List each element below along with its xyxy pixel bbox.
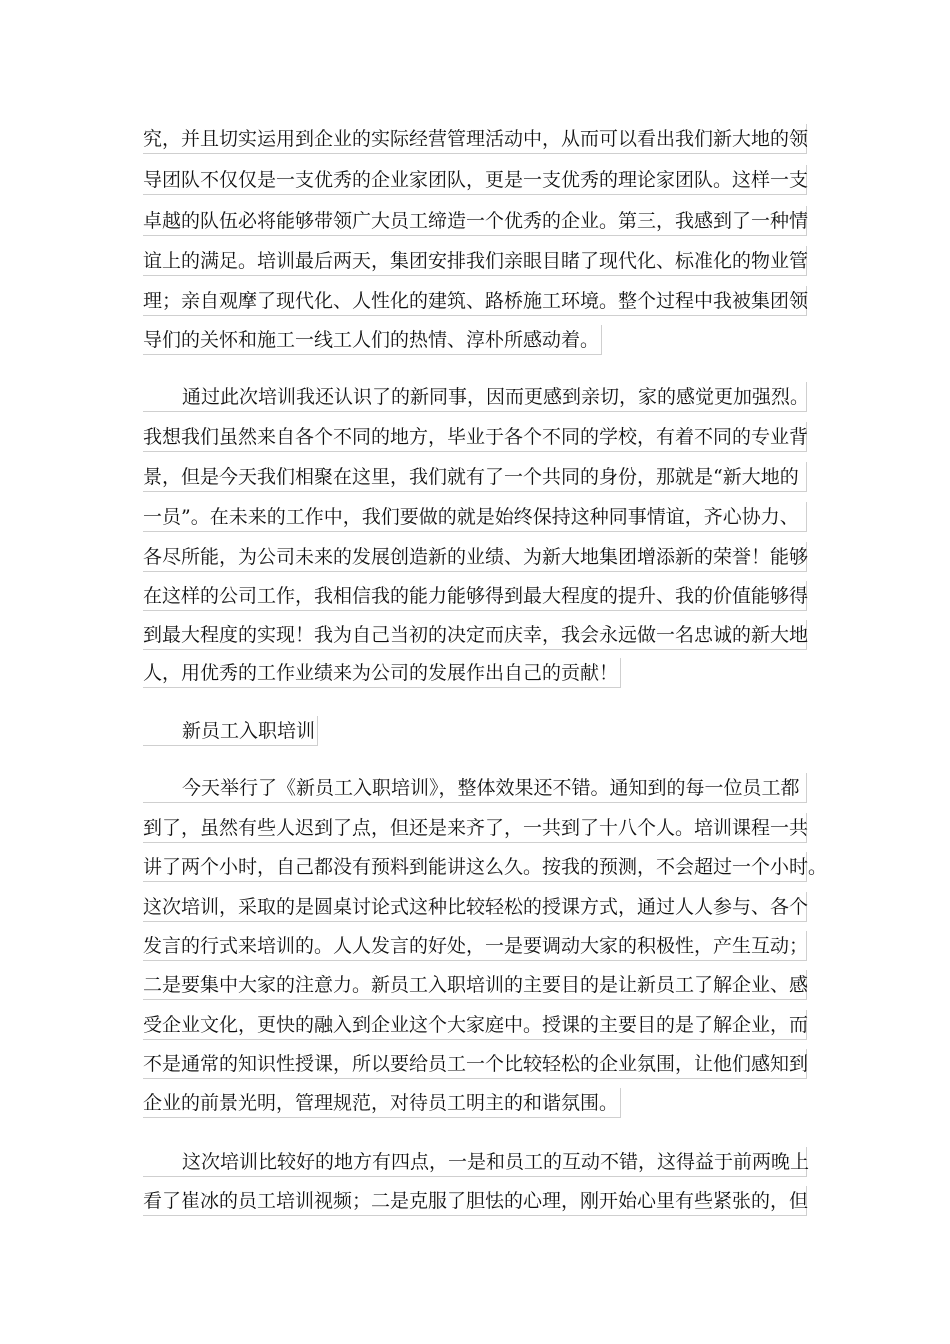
paragraph-2-line-7: 到最大程度的实现！我为自己当初的决定而庆幸，我会永远做一名忠诚的新大地	[143, 620, 807, 650]
paragraph-3-line-7: 受企业文化，更快的融入到企业这个大家庭中。授课的主要目的是了解企业，而	[143, 1010, 807, 1040]
paragraph-3-line-6: 二是要集中大家的注意力。新员工入职培训的主要目的是让新员工了解企业、感	[143, 970, 807, 1000]
paragraph-4-line-2: 看了崔冰的员工培训视频；二是克服了胆怯的心理，刚开始心里有些紧张的，但	[143, 1186, 807, 1216]
paragraph-3-line-2: 到了，虽然有些人迟到了点，但还是来齐了，一共到了十八个人。培训课程一共	[143, 813, 807, 843]
paragraph-2-line-1: 通过此次培训我还认识了的新同事，因而更感到亲切，家的感觉更加强烈。	[143, 382, 807, 412]
paragraph-3-line-5: 发言的行式来培训的。人人发言的好处，一是要调动大家的积极性，产生互动；	[143, 931, 807, 961]
paragraph-1-line-2: 导团队不仅仅是一支优秀的企业家团队，更是一支优秀的理论家团队。这样一支	[143, 165, 807, 195]
paragraph-1-line-3: 卓越的队伍必将能够带领广大员工缔造一个优秀的企业。第三，我感到了一种情	[143, 206, 807, 236]
paragraph-3-line-4: 这次培训，采取的是圆桌讨论式这种比较轻松的授课方式，通过人人参与、各个	[143, 892, 807, 922]
paragraph-1-line-5: 理；亲自观摩了现代化、人性化的建筑、路桥施工环境。整个过程中我被集团领	[143, 286, 807, 316]
paragraph-1-line-4: 谊上的满足。培训最后两天，集团安排我们亲眼目睹了现代化、标准化的物业管	[143, 246, 807, 276]
paragraph-2-line-6: 在这样的公司工作，我相信我的能力能够得到最大程度的提升、我的价值能够得	[143, 581, 807, 611]
paragraph-1-line-1: 究，并且切实运用到企业的实际经营管理活动中，从而可以看出我们新大地的领	[143, 124, 807, 154]
paragraph-2-line-8: 人，用优秀的工作业绩来为公司的发展作出自己的贡献！	[143, 658, 621, 688]
paragraph-3-line-1: 今天举行了《新员工入职培训》，整体效果还不错。通知到的每一位员工都	[143, 773, 807, 803]
paragraph-3-line-9: 企业的前景光明，管理规范，对待员工明主的和谐氛围。	[143, 1088, 621, 1118]
paragraph-3-line-8: 不是通常的知识性授课，所以要给员工一个比较轻松的企业氛围，让他们感知到	[143, 1049, 807, 1079]
paragraph-1-line-6: 导们的关怀和施工一线工人们的热情、淳朴所感动着。	[143, 325, 602, 355]
paragraph-2-line-4: 一员”。在未来的工作中，我们要做的就是始终保持这种同事情谊，齐心协力、	[143, 502, 807, 532]
paragraph-2-line-3: 景，但是今天我们相聚在这里，我们就有了一个共同的身份，那就是“新大地的	[143, 462, 807, 492]
section-heading: 新员工入职培训	[143, 716, 318, 746]
paragraph-3-line-3: 讲了两个小时，自己都没有预料到能讲这么久。按我的预测，不会超过一个小时。	[143, 852, 807, 882]
paragraph-4-line-1: 这次培训比较好的地方有四点，一是和员工的互动不错，这得益于前两晚上	[143, 1147, 807, 1177]
paragraph-2-line-2: 我想我们虽然来自各个不同的地方，毕业于各个不同的学校，有着不同的专业背	[143, 422, 807, 452]
paragraph-2-line-5: 各尽所能，为公司未来的发展创造新的业绩、为新大地集团增添新的荣誉！能够	[143, 542, 807, 572]
